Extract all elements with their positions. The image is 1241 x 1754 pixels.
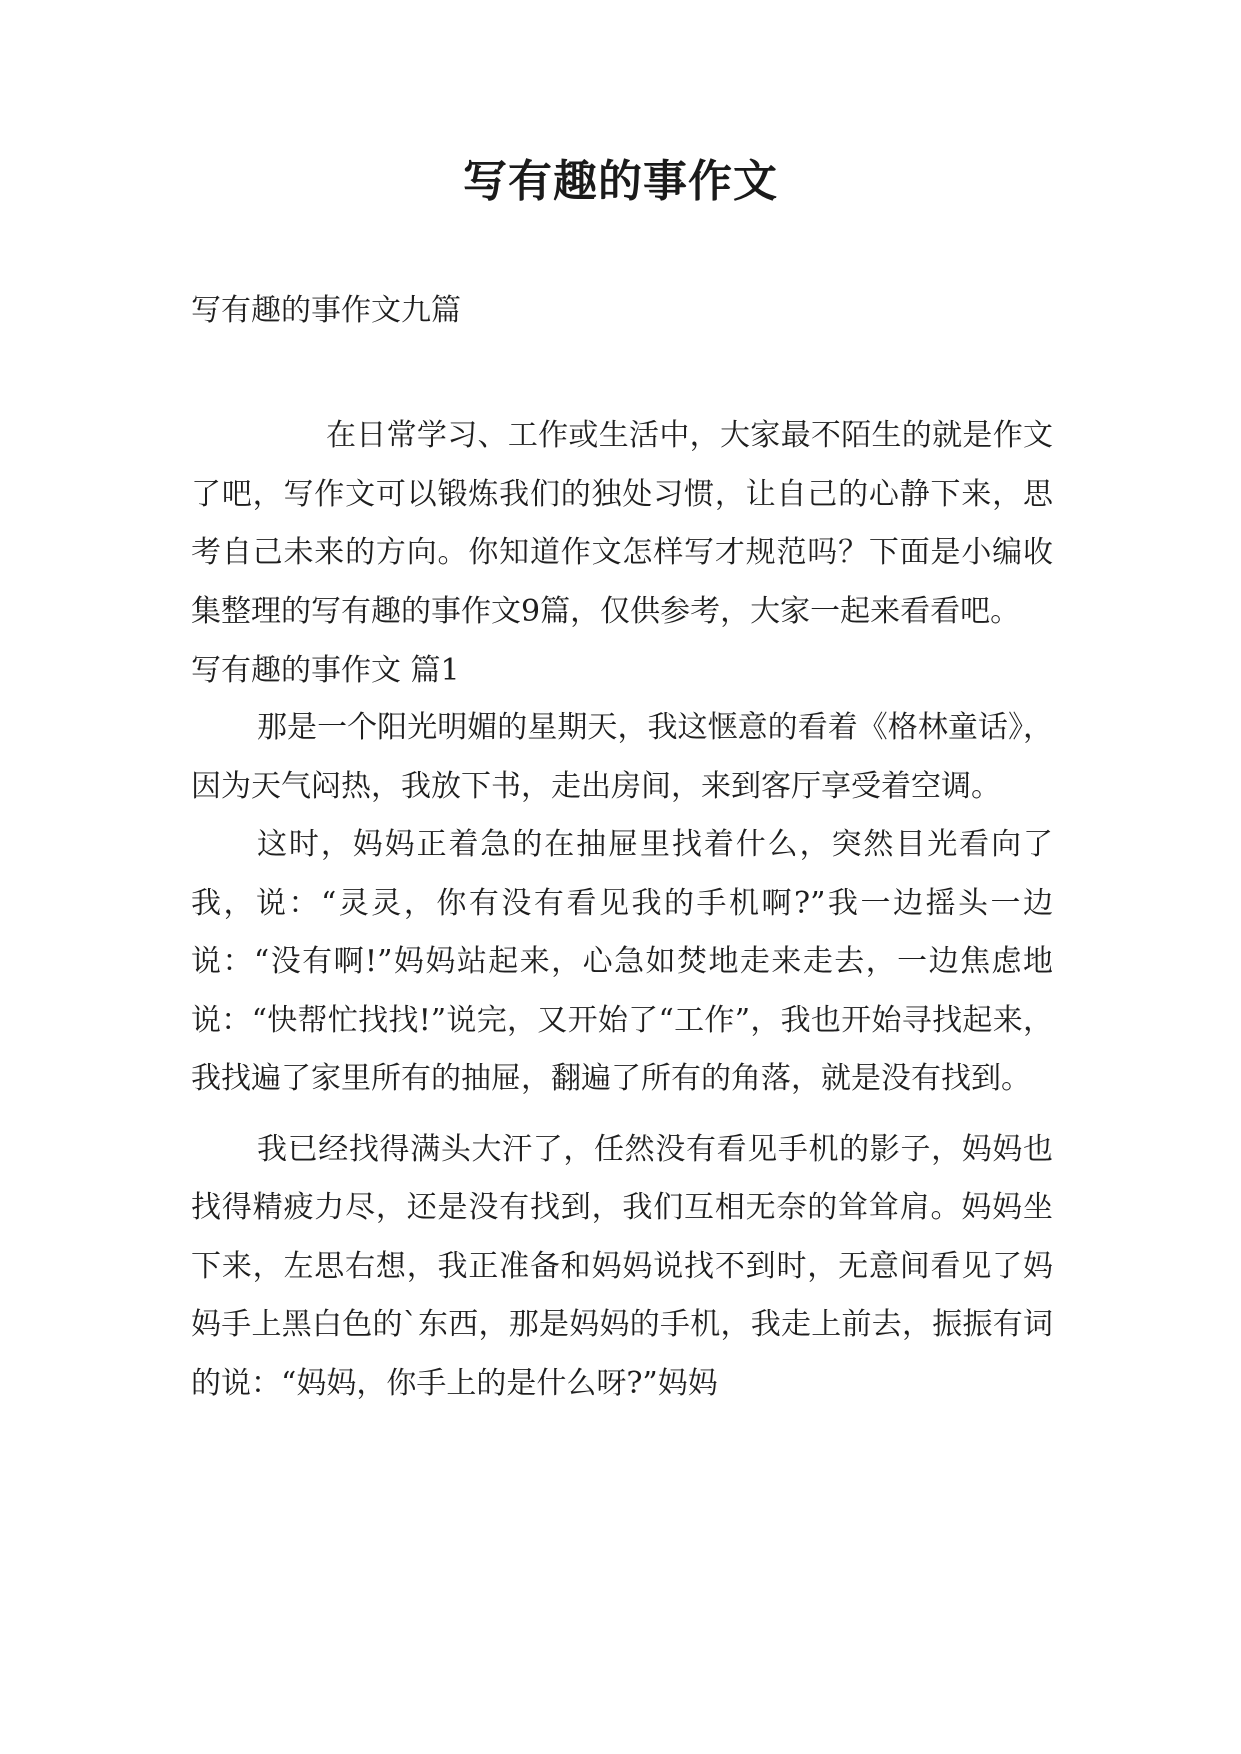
document-subtitle: 写有趣的事作文九篇 xyxy=(191,293,461,328)
body-paragraph: 那是一个阳光明媚的星期天，我这惬意的看着《格林童话》，因为天气闷热，我放下书，走出房间，来到客厅享受着空调。 xyxy=(191,710,1053,804)
body-paragraph: 这时，妈妈正着急的在抽屉里找着什么，突然目光看向了我，说：“灵灵，你有没有看见我的手机啊?”我一边摇头一边说：“没有啊!”妈妈站起来，心急如焚地走来走去，一边焦虑地说：“快帮忙找找!”说完，又开始了“工作”，我也开始寻找起来，我找遍了家里所有的抽屉，翻遍了所有的角落，就是没有找到。 xyxy=(191,827,1053,1096)
section-heading: 写有趣的事作文 篇1 xyxy=(191,653,460,688)
body-paragraph: 我已经找得满头大汗了，任然没有看见手机的影子，妈妈也找得精疲力尽，还是没有找到，我们互相无奈的耸耸肩。妈妈坐下来，左思右想，我正准备和妈妈说找不到时，无意间看见了妈妈手上黑白色的`东西，那是妈妈的手机，我走上前去，振振有词的说：“妈妈，你手上的是什么呀?”妈妈 xyxy=(191,1131,1053,1401)
document-body xyxy=(191,285,1053,1413)
document-title: 写有趣的事作文 xyxy=(463,156,778,207)
intro-paragraph: 在日常学习、工作或生活中，大家最不陌生的就是作文了吧，写作文可以锻炼我们的独处习惯，让自己的心静下来，思考自己未来的方向。你知道作文怎样写才规范吗？下面是小编收集整理的写有趣的事作文9篇，仅供参考，大家一起来看看吧。 xyxy=(191,418,1053,629)
